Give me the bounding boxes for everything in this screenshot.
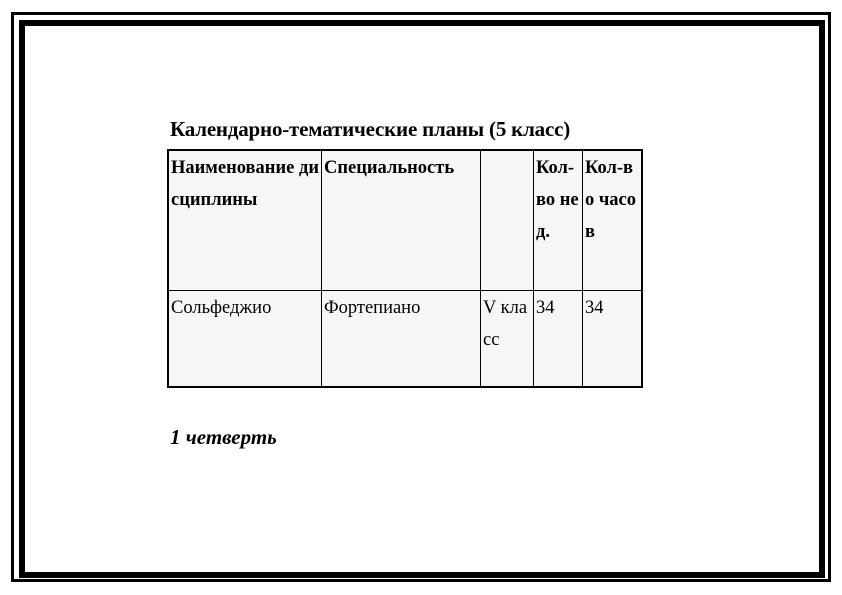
header-specialty: Специальность bbox=[322, 150, 481, 291]
cell-specialty: Фортепиано bbox=[322, 291, 481, 388]
cell-hours: 34 bbox=[583, 291, 643, 388]
header-hours: Кол-во часов bbox=[583, 150, 643, 291]
cell-weeks: 34 bbox=[534, 291, 583, 388]
table-row bbox=[168, 291, 642, 388]
cell-discipline: Сольфеджио bbox=[168, 291, 322, 388]
header-weeks: Кол-во нед. bbox=[534, 150, 583, 291]
header-empty bbox=[481, 150, 534, 291]
page-title: Календарно-тематические планы (5 класс) bbox=[170, 117, 570, 141]
plan-table bbox=[167, 149, 643, 388]
table-header-row bbox=[168, 150, 642, 291]
header-discipline: Наименование дисциплины bbox=[168, 150, 322, 291]
cell-grade: V класс bbox=[481, 291, 534, 388]
quarter-heading: 1 четверть bbox=[170, 425, 277, 449]
